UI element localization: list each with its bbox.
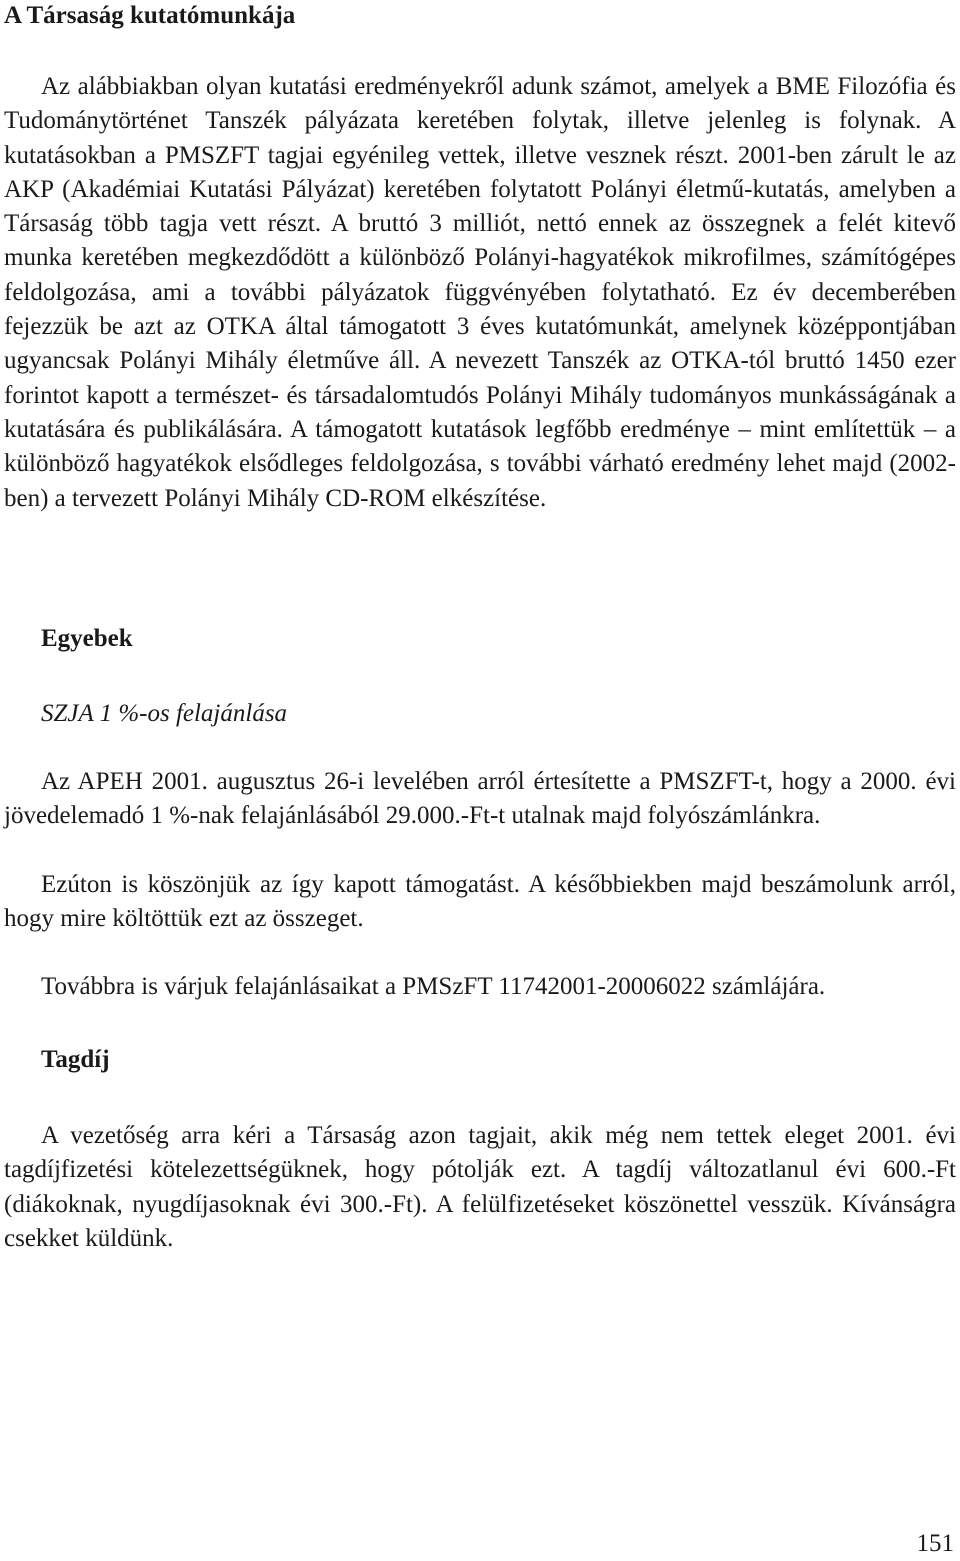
fee-paragraph: A vezetőség arra kéri a Társaság azon tagjait, akik még nem tettek eleget 2001. évi tagdíjfizetési kötelezettségüknek, hogy pótolják ezt. A tagdíj változatlanul évi 600.-Ft (diákoknak, nyugdíjasoknak évi 300.-Ft). A felülfizetéseket köszönettel vesszük. Kívánságra csekket küldünk.: [4, 1122, 956, 1252]
section-title: A Társaság kutatómunkája: [4, 2, 296, 29]
fee-heading: Tagdíj: [41, 1046, 110, 1073]
page-number: 151: [916, 1530, 954, 1557]
research-paragraph: Az alábbiakban olyan kutatási eredményekről adunk számot, amelyek a BME Filozófia és Tudománytörténet Tanszék pályázata keretében folytak, illetve jelenleg is folynak. A kutatásokban a PMSZFT tagjai egyénileg vettek, illetve vesznek részt. 2001-ben zárult le az AKP (Akadémiai Kutatási Pályázat) keretében folytatott Polányi életmű-kutatás, amelyben a Társaság több tagja vett részt. A bruttó 3 milliót, nettó ennek az összegnek a felét kitevő munka keretében megkezdődött a különböző Polányi-hagyatékok mikrofilmes, számítógépes feldolgozása, ami a további pályázatok függvényében folytatható. Ez év decemberében fejezzük be azt az OTKA által támogatott 3 éves kutatómunkát, amelynek középpontjában ugyancsak Polányi Mihály életműve áll. A nevezett Tanszék az OTKA-tól bruttó 1450 ezer forintot kapott a természet- és társadalomtudós Polányi Mihály tudományos munkásságának a kutatására és publikálására. A támogatott kutatások legfőbb eredménye – mint említettük – a különböző hagyatékok elsődleges feldolgozása, s további várható eredmény lehet majd (2002-ben) a tervezett Polányi Mihály CD-ROM elkészítése.: [4, 73, 956, 512]
szja-paragraph-1: Az APEH 2001. augusztus 26-i levelében arról értesítette a PMSZFT-t, hogy a 2000. évi jövedelemadó 1 %-nak felajánlásából 29.000.-Ft-t utalnak majd folyószámlánkra.: [4, 768, 956, 830]
szja-heading: SZJA 1 %-os felajánlása: [41, 700, 288, 727]
szja-paragraph-3: Továbbra is várjuk felajánlásaikat a PMSzFT 11742001-20006022 számlájára.: [41, 973, 826, 1000]
other-heading: Egyebek: [41, 625, 133, 652]
szja-paragraph-2: Ezúton is köszönjük az így kapott támogatást. A későbbiekben majd beszámolunk arról, hogy mire költöttük ezt az összeget.: [4, 871, 956, 933]
